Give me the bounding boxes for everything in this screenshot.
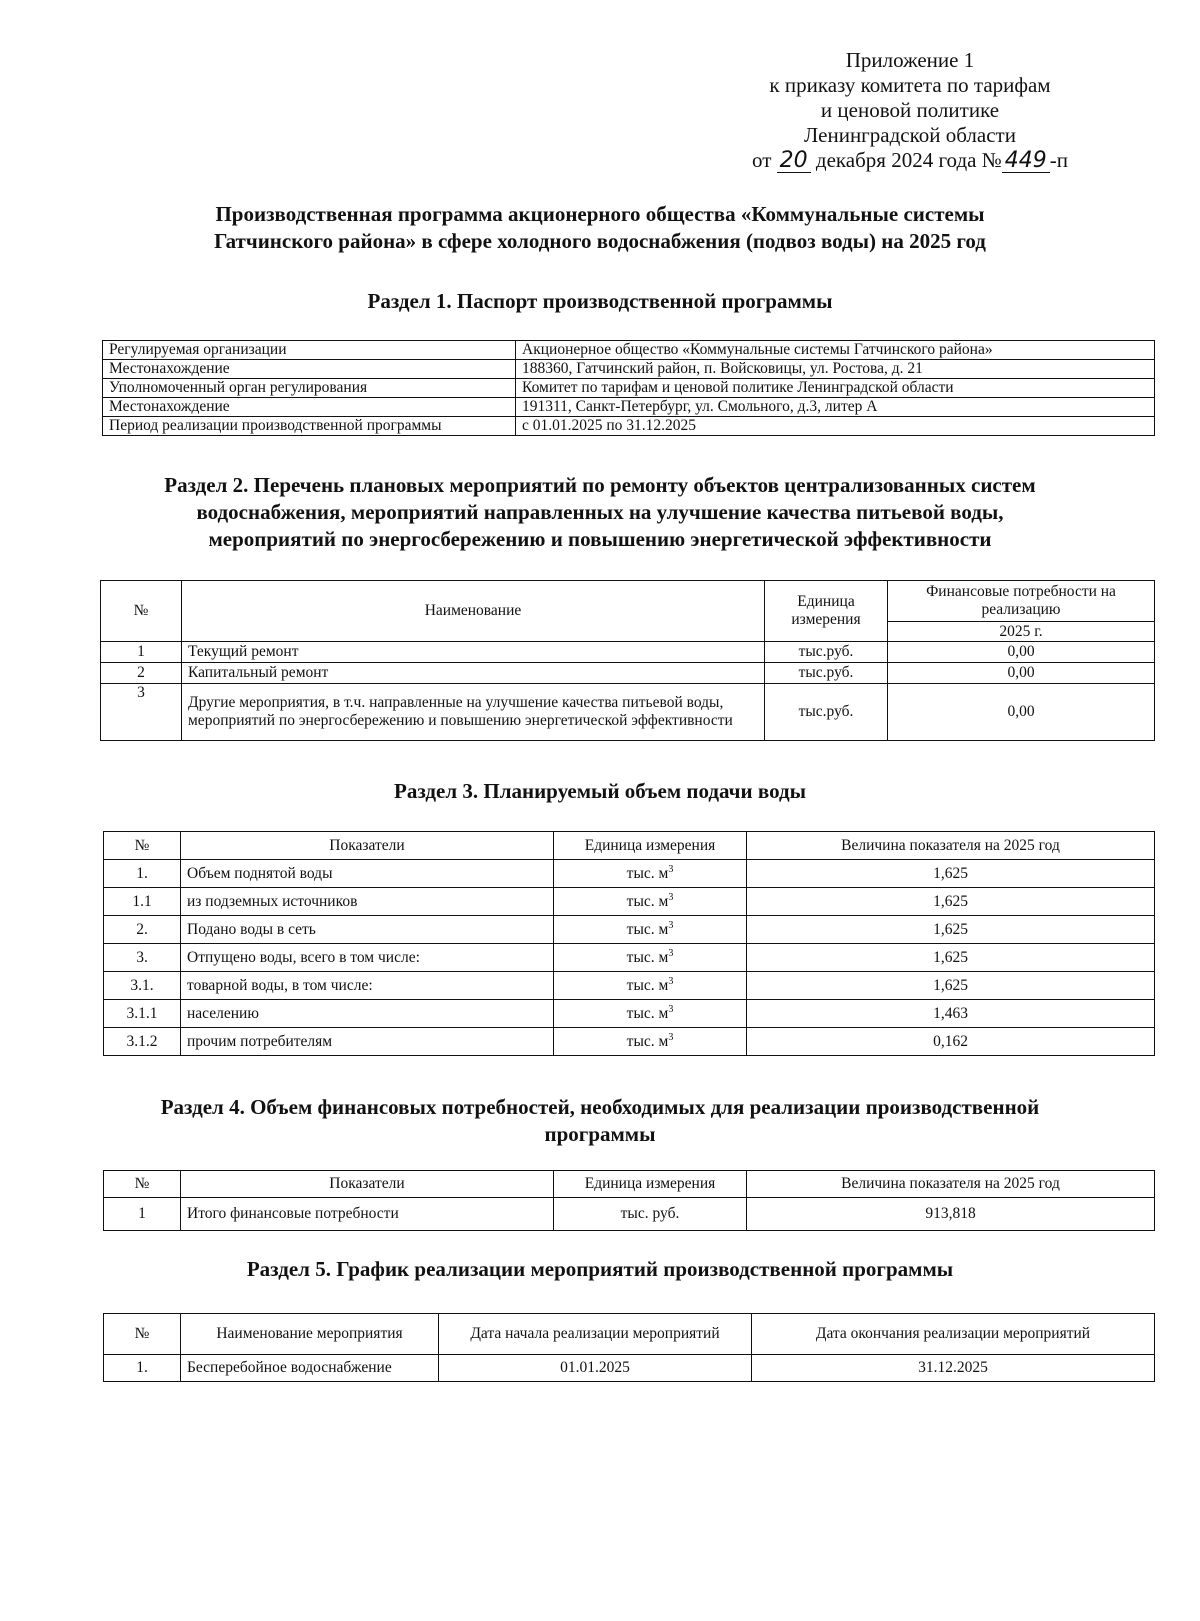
cell-value: 1,625 xyxy=(747,888,1155,916)
cell-value: 0,00 xyxy=(888,684,1155,741)
section2-title xyxy=(100,472,1100,553)
repair-measures-table xyxy=(100,580,1155,741)
appendix-line: и ценовой политике xyxy=(820,98,1000,122)
main-title-line: Гатчинского района» в сфере холодного водоснабжения (подвоз воды) на 2025 год xyxy=(214,229,986,253)
unit-base: тыс. м xyxy=(626,864,669,882)
cell-value: 1,625 xyxy=(747,860,1155,888)
cell-name: Другие мероприятия, в т.ч. направленные на улучшение качества питьевой воды, мероприятий по энергосбережению и повышению энергетической эффективности xyxy=(182,684,765,741)
col-header-unit: Единица измерения xyxy=(765,581,888,642)
section4-title-line: Раздел 4. Объем финансовых потребностей, необходимых для реализации производственной xyxy=(160,1095,1040,1119)
cell-name: товарной воды, в том числе: xyxy=(181,972,554,1000)
table-header-row xyxy=(104,1314,1155,1355)
cell-value: 1,625 xyxy=(747,944,1155,972)
financial-needs-table xyxy=(103,1170,1155,1231)
passport-value: 191311, Санкт-Петербург, ул. Смольного, д.3, литер А xyxy=(516,398,1155,417)
passport-label: Местонахождение xyxy=(103,360,516,379)
cell-unit xyxy=(554,1028,747,1056)
unit-base: тыс. м xyxy=(626,948,669,966)
cell-name: прочим потребителям xyxy=(181,1028,554,1056)
cell-num: 1 xyxy=(101,642,182,663)
order-suffix: -п xyxy=(1049,148,1068,172)
cell-num: 3.1. xyxy=(104,972,181,1000)
passport-table xyxy=(102,340,1155,436)
cell-unit xyxy=(554,944,747,972)
cell-unit: тыс.руб. xyxy=(765,642,888,663)
cell-name: Итого финансовые потребности xyxy=(181,1198,554,1231)
order-day-handwritten: 20 xyxy=(777,150,811,173)
col-header-unit: Единица измерения xyxy=(554,1171,747,1198)
col-header-value: Величина показателя на 2025 год xyxy=(747,1171,1155,1198)
table-row xyxy=(104,1198,1155,1231)
cell-num: 3.1.2 xyxy=(104,1028,181,1056)
passport-value: 188360, Гатчинский район, п. Войсковицы, ул. Ростова, д. 21 xyxy=(516,360,1155,379)
unit-base: тыс. м xyxy=(626,920,669,938)
section4-title-line: программы xyxy=(544,1122,656,1146)
section2-title-line: мероприятий по энергосбережению и повышению энергетической эффективности xyxy=(208,527,992,551)
col-header-value: Величина показателя на 2025 год xyxy=(747,832,1155,860)
unit-power: 3 xyxy=(668,947,674,959)
col-header-year: 2025 г. xyxy=(888,622,1155,642)
col-header-num: № xyxy=(104,832,181,860)
unit-power: 3 xyxy=(668,1003,674,1015)
cell-unit xyxy=(554,860,747,888)
table-row xyxy=(104,944,1155,972)
cell-value: 913,818 xyxy=(747,1198,1155,1231)
table-row xyxy=(104,888,1155,916)
col-header-name: Показатели xyxy=(181,1171,554,1198)
cell-value: 1,625 xyxy=(747,972,1155,1000)
cell-num: 3. xyxy=(104,944,181,972)
appendix-line: Приложение 1 xyxy=(845,48,975,72)
passport-label: Местонахождение xyxy=(103,398,516,417)
col-header-finance: Финансовые потребности на реализацию xyxy=(888,581,1155,622)
cell-unit xyxy=(554,916,747,944)
unit-power: 3 xyxy=(668,863,674,875)
cell-num: 1. xyxy=(104,860,181,888)
table-header-row xyxy=(104,1171,1155,1198)
cell-end: 31.12.2025 xyxy=(752,1355,1155,1382)
col-header-unit: Единица измерения xyxy=(554,832,747,860)
table-header-row xyxy=(101,581,1155,622)
table-row xyxy=(104,916,1155,944)
passport-label: Регулируемая организации xyxy=(103,341,516,360)
passport-value: с 01.01.2025 по 31.12.2025 xyxy=(516,417,1155,436)
appendix-line: Ленинградской области xyxy=(804,123,1016,147)
cell-unit: тыс. руб. xyxy=(554,1198,747,1231)
cell-unit xyxy=(554,972,747,1000)
cell-name: Отпущено воды, всего в том числе: xyxy=(181,944,554,972)
cell-name: Объем поднятой воды xyxy=(181,860,554,888)
cell-value: 0,162 xyxy=(747,1028,1155,1056)
unit-power: 3 xyxy=(668,975,674,987)
section1-title: Раздел 1. Паспорт производственной программы xyxy=(367,289,833,313)
section2-title-line: водоснабжения, мероприятий направленных на улучшение качества питьевой воды, xyxy=(196,500,1004,524)
unit-base: тыс. м xyxy=(626,976,669,994)
passport-value: Акционерное общество «Коммунальные системы Гатчинского района» xyxy=(516,341,1155,360)
cell-num: 2. xyxy=(104,916,181,944)
cell-unit: тыс.руб. xyxy=(765,684,888,741)
cell-name: Бесперебойное водоснабжение xyxy=(181,1355,439,1382)
unit-power: 3 xyxy=(668,891,674,903)
cell-num: 1 xyxy=(104,1198,181,1231)
table-row xyxy=(104,860,1155,888)
unit-base: тыс. м xyxy=(626,1004,669,1022)
cell-value: 0,00 xyxy=(888,663,1155,684)
cell-num: 3 xyxy=(101,684,182,741)
col-header-start: Дата начала реализации мероприятий xyxy=(439,1314,752,1355)
cell-name: Текущий ремонт xyxy=(182,642,765,663)
cell-num: 1. xyxy=(104,1355,181,1382)
cell-value: 1,625 xyxy=(747,916,1155,944)
cell-value: 1,463 xyxy=(747,1000,1155,1028)
order-reference xyxy=(720,148,1100,173)
table-row xyxy=(104,972,1155,1000)
passport-label: Период реализации производственной программы xyxy=(103,417,516,436)
main-title xyxy=(100,201,1100,255)
section5-title: Раздел 5. График реализации мероприятий производственной программы xyxy=(246,1257,954,1281)
order-prefix: от xyxy=(752,148,772,172)
passport-label: Уполномоченный орган регулирования xyxy=(103,379,516,398)
unit-power: 3 xyxy=(668,919,674,931)
table-row xyxy=(104,1000,1155,1028)
col-header-name: Наименование xyxy=(182,581,765,642)
cell-num: 1.1 xyxy=(104,888,181,916)
unit-base: тыс. м xyxy=(626,1032,669,1050)
cell-start: 01.01.2025 xyxy=(439,1355,752,1382)
col-header-num: № xyxy=(101,581,182,642)
table-row xyxy=(104,1028,1155,1056)
cell-num: 3.1.1 xyxy=(104,1000,181,1028)
col-header-num: № xyxy=(104,1171,181,1198)
order-middle: декабря 2024 года № xyxy=(815,148,1002,172)
table-row xyxy=(103,398,1155,417)
main-title-line: Производственная программа акционерного общества «Коммунальные системы xyxy=(215,202,985,226)
section4-title xyxy=(100,1094,1100,1148)
section3-title: Раздел 3. Планируемый объем подачи воды xyxy=(394,779,806,803)
appendix-line: к приказу комитета по тарифам xyxy=(769,73,1051,97)
table-row xyxy=(104,1355,1155,1382)
order-number-handwritten: 449 xyxy=(1002,150,1050,173)
cell-name: из подземных источников xyxy=(181,888,554,916)
cell-unit: тыс.руб. xyxy=(765,663,888,684)
col-header-end: Дата окончания реализации мероприятий xyxy=(752,1314,1155,1355)
table-row xyxy=(103,341,1155,360)
unit-power: 3 xyxy=(668,1031,674,1043)
col-header-num: № xyxy=(104,1314,181,1355)
col-header-name: Наименование мероприятия xyxy=(181,1314,439,1355)
cell-name: Подано воды в сеть xyxy=(181,916,554,944)
table-row xyxy=(103,417,1155,436)
col-header-name: Показатели xyxy=(181,832,554,860)
table-row xyxy=(103,379,1155,398)
passport-value: Комитет по тарифам и ценовой политике Ленинградской области xyxy=(516,379,1155,398)
cell-value: 0,00 xyxy=(888,642,1155,663)
cell-num: 2 xyxy=(101,663,182,684)
table-row xyxy=(101,684,1155,741)
cell-name: Капитальный ремонт xyxy=(182,663,765,684)
unit-base: тыс. м xyxy=(626,892,669,910)
table-row xyxy=(101,663,1155,684)
water-supply-table xyxy=(103,831,1155,1056)
table-header-row xyxy=(104,832,1155,860)
cell-unit xyxy=(554,888,747,916)
table-row xyxy=(101,642,1155,663)
appendix-block xyxy=(720,48,1100,173)
cell-unit xyxy=(554,1000,747,1028)
table-row xyxy=(103,360,1155,379)
schedule-table xyxy=(103,1313,1155,1382)
section2-title-line: Раздел 2. Перечень плановых мероприятий по ремонту объектов централизованных систем xyxy=(164,473,1036,497)
cell-name: населению xyxy=(181,1000,554,1028)
